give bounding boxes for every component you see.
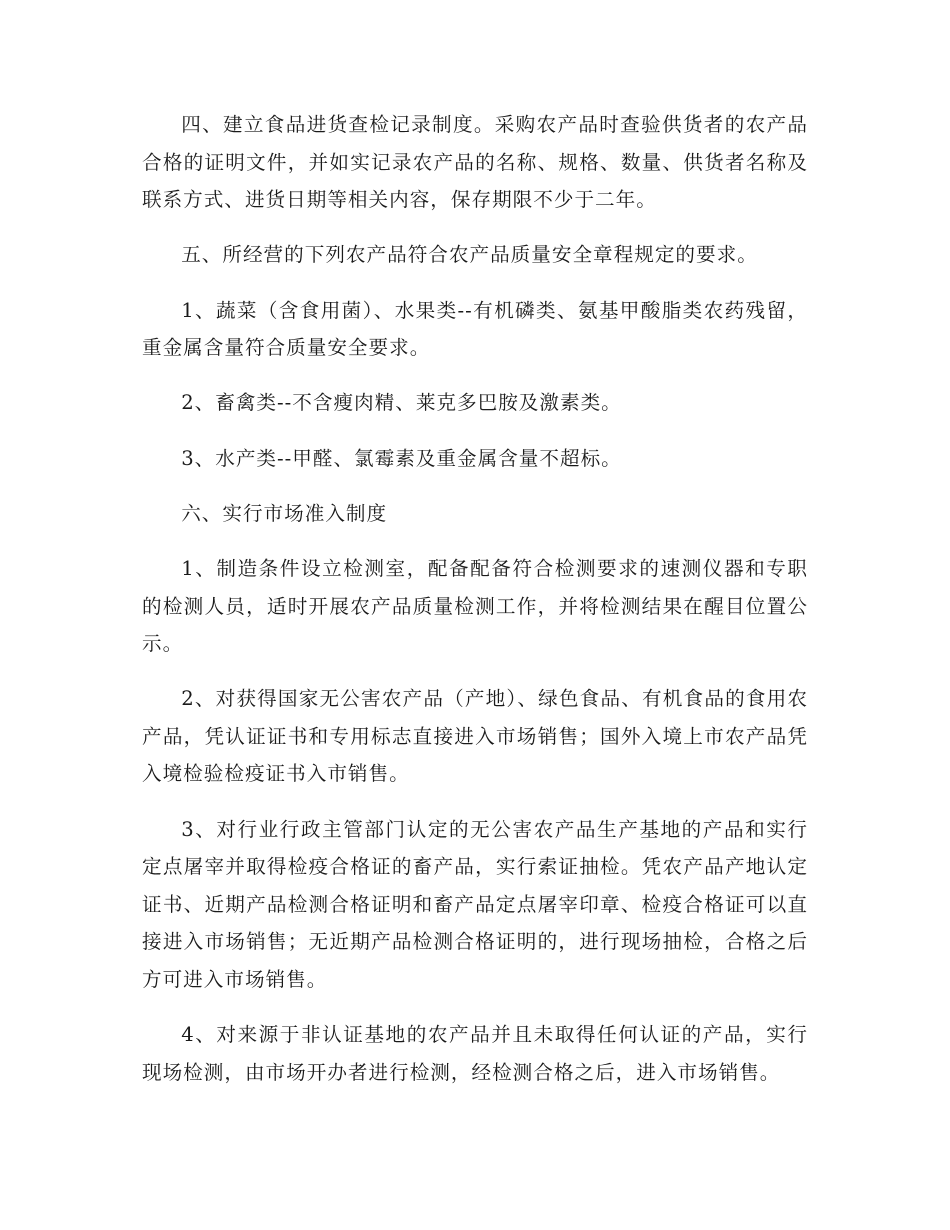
paragraph-section-4: 四、建立食品进货查检记录制度。采购农产品时查验供货者的农产品合格的证明文件，并如实记录农产品的名称、规格、数量、供货者名称及联系方式、进货日期等相关内容，保存期限不少于二年。 [142, 113, 808, 212]
paragraph-item-spot-check: 3、对行业行政主管部门认定的无公害农产品生产基地的产品和实行定点屠宰并取得检疫合格证的畜产品，实行索证抽检。凭农产品产地认定证书、近期产品检测合格证明和畜产品定点屠宰印章、检疫合格证可以直接进入市场销售；无近期产品检测合格证明的，进行现场抽检，合格之后方可进入市场销售。 [142, 817, 808, 992]
paragraph-item-uncertified-products: 4、对来源于非认证基地的农产品并且未取得任何认证的产品，实行现场检测，由市场开办者进行检测，经检测合格之后，进入市场销售。 [142, 1023, 808, 1084]
paragraph-item-livestock: 2、畜禽类--不含瘦肉精、莱克多巴胺及激素类。 [181, 391, 622, 415]
paragraph-item-vegetables: 1、蔬菜（含食用菌）、水果类--有机磷类、氨基甲酸脂类农药残留，重金属含量符合质量安全要求。 [142, 298, 808, 360]
paragraph-item-testing-room: 1、制造条件设立检测室，配备配备符合检测要求的速测仪器和专职的检测人员，适时开展农产品质量检测工作，并将检测结果在醒目位置公示。 [142, 556, 808, 656]
paragraph-section-5: 五、所经营的下列农产品符合农产品质量安全章程规定的要求。 [181, 243, 758, 267]
paragraph-item-certified-products: 2、对获得国家无公害农产品（产地）、绿色食品、有机食品的食用农产品，凭认证证书和专用标志直接进入市场销售；国外入境上市农产品凭入境检验检疫证书入市销售。 [142, 687, 808, 786]
paragraph-item-aquatic: 3、水产类--甲醛、氯霉素及重金属含量不超标。 [181, 446, 622, 470]
paragraph-section-6: 六、实行市场准入制度 [181, 501, 388, 525]
document-page [142, 106, 808, 1109]
